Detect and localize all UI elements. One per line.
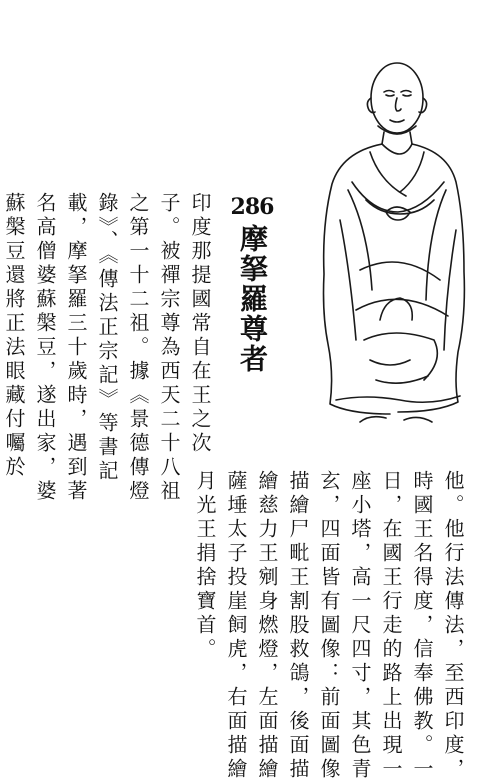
lower-text-column: 座小塔，高一尺四寸，其色青 xyxy=(348,470,372,782)
entry-title: 摩拏羅尊者 xyxy=(236,224,269,374)
lower-text-column: 時國王名得度，信奉佛教。一 xyxy=(410,470,434,782)
entry-heading xyxy=(232,196,272,374)
lower-text-column: 他。他行法傳法，至西印度， xyxy=(441,470,465,782)
lower-text-column: 日，在國王行走的路上出現一 xyxy=(379,470,403,782)
lower-text-column: 描繪尸毗王割股救鴿，後面描 xyxy=(286,470,310,782)
luohan-illustration xyxy=(300,40,475,435)
lower-text-column: 薩埵太子投崖飼虎，右面描繪 xyxy=(224,470,248,782)
upper-text-block xyxy=(0,192,215,504)
entry-number: 286 xyxy=(230,194,274,220)
lower-text-column: 月光王捐捨寶首。 xyxy=(193,470,217,662)
lower-text-column: 玄，四面皆有圖像：前面圖像 xyxy=(317,470,341,782)
upper-text-column: 名高僧婆蘇槃豆，遂出家，婆 xyxy=(33,192,57,504)
upper-text-column: 蘇槃豆還將正法眼藏付囑於 xyxy=(2,192,26,480)
upper-text-column: 錄》、《傳法正宗記》等書記 xyxy=(95,192,119,484)
upper-text-column: 子。被禪宗尊為西天二十八祖 xyxy=(157,192,181,504)
upper-text-column: 之第一十二祖。據《景德傳燈 xyxy=(126,192,150,504)
lower-text-column: 繪慈力王剜身燃燈，左面描繪 xyxy=(255,470,279,782)
upper-text-column: 載，摩拏羅三十歲時，遇到著 xyxy=(64,192,88,504)
upper-text-column: 印度那提國常自在王之次 xyxy=(188,192,212,456)
luohan-figure-icon xyxy=(300,40,475,435)
lower-text-block xyxy=(189,470,468,782)
